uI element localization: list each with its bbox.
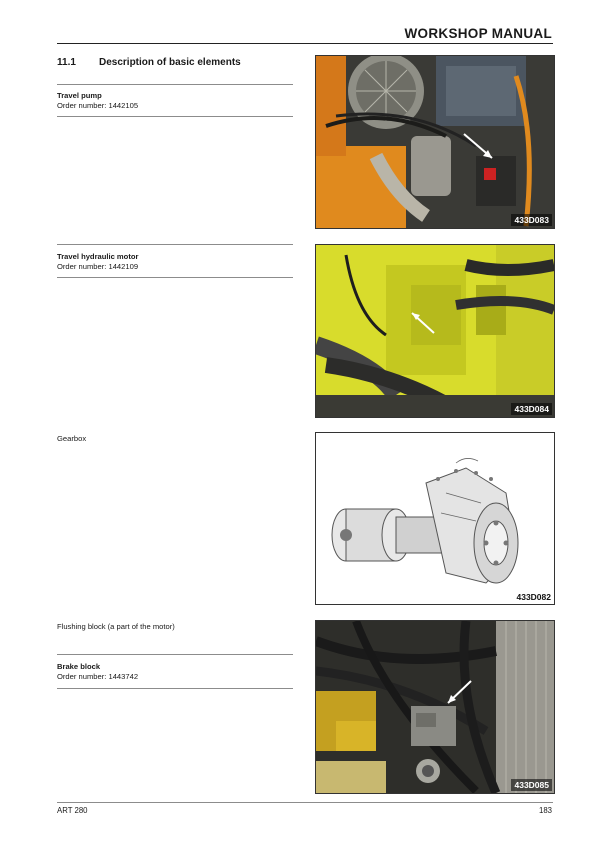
- figure-code: 433D085: [511, 779, 552, 791]
- item-order-travel-pump: Order number: 1442105: [57, 101, 139, 110]
- item-divider: [57, 84, 293, 85]
- figure-code: 433D082: [516, 592, 551, 602]
- figure-travel-motor: [315, 244, 555, 418]
- figure-code: 433D083: [511, 214, 552, 226]
- page-number: 183: [538, 806, 552, 815]
- figure-brake-block: [315, 620, 555, 794]
- footer-model: ART 280: [57, 806, 88, 815]
- figure-travel-pump: [315, 55, 555, 229]
- figure-code: 433D084: [511, 403, 552, 415]
- header-rule: [57, 43, 553, 44]
- gearbox-drawing: [316, 433, 554, 604]
- travel-motor-photo: [316, 245, 554, 417]
- brake-block-photo: [316, 621, 554, 793]
- item-divider: [57, 654, 293, 655]
- travel-pump-photo: [316, 56, 554, 228]
- item-text-flushing-block: Flushing block (a part of the motor): [57, 622, 175, 631]
- manual-title: WORKSHOP MANUAL: [404, 26, 552, 41]
- item-order-travel-motor: Order number: 1442109: [57, 262, 139, 271]
- section-title: Description of basic elements: [99, 57, 241, 68]
- item-order-brake-block: Order number: 1443742: [57, 672, 139, 681]
- item-label-travel-pump: Travel pump: [57, 91, 102, 100]
- item-label-travel-motor: Travel hydraulic motor: [57, 252, 139, 261]
- item-divider: [57, 277, 293, 278]
- item-divider: [57, 688, 293, 689]
- item-divider: [57, 116, 293, 117]
- footer-rule: [57, 802, 553, 803]
- figure-gearbox: [315, 432, 555, 605]
- item-divider: [57, 244, 293, 245]
- item-label-brake-block: Brake block: [57, 662, 101, 671]
- section-number: 11.1: [57, 57, 76, 68]
- item-text-gearbox: Gearbox: [57, 434, 87, 443]
